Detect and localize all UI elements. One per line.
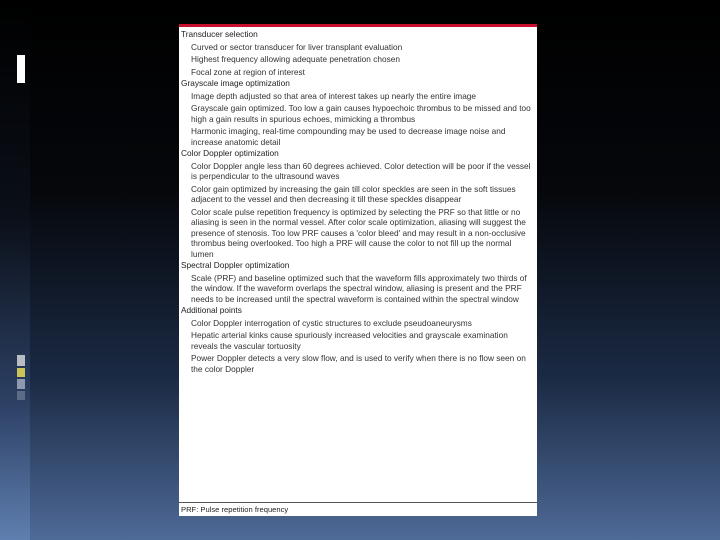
list-item: Highest frequency allowing adequate penetration chosen — [191, 54, 400, 64]
section-heading: Color Doppler optimization — [181, 148, 279, 158]
list-item: Grayscale gain optimized. Too low a gain causes hypoechoic thrombus to be missed and too high a gain results in spurious echoes, mimicking a thrombus — [191, 103, 531, 124]
list-item: Harmonic imaging, real-time compounding may be used to decrease image noise and increase anatomic detail — [191, 126, 506, 147]
left-decorative-strip — [0, 0, 30, 540]
deco-block — [17, 55, 25, 83]
deco-block — [17, 355, 25, 366]
list-item: Scale (PRF) and baseline optimized such that the waveform fills approximately two thirds of the window. If the waveform overlaps the spectral window, aliasing is present and the PRF needs to be increased until the spectral waveform is contained within the spectral window — [191, 272, 527, 304]
section-heading: Grayscale image optimization — [181, 78, 290, 88]
footnote: PRF: Pulse repetition frequency — [179, 502, 537, 516]
list-item: Curved or sector transducer for liver transplant evaluation — [191, 41, 403, 52]
deco-block — [17, 379, 25, 389]
list-item: Image depth adjusted so that area of interest takes up nearly the entire image — [191, 90, 477, 101]
list-item: Power Doppler detects a very slow flow, and is used to verify when there is no flow seen on the color Doppler — [191, 353, 526, 374]
list-item: Color Doppler interrogation of cystic structures to exclude pseudoaneurysms — [191, 317, 472, 328]
list-item: Hepatic arterial kinks cause spuriously increased velocities and grayscale examination reveals the vascular tortuosity — [191, 330, 508, 351]
document-body — [181, 29, 535, 374]
section-heading: Additional points — [181, 305, 242, 315]
list-item: Color Doppler angle less than 60 degrees achieved. Color detection will be poor if the vessel is perpendicular to the ultrasound waves — [191, 160, 531, 181]
list-item: Focal zone at region of interest — [191, 66, 305, 77]
section-heading: Spectral Doppler optimization — [181, 260, 290, 270]
deco-block — [17, 391, 25, 400]
section-heading: Transducer selection — [181, 29, 258, 39]
deco-block — [17, 368, 25, 377]
document-table — [179, 24, 537, 516]
list-item: Color gain optimized by increasing the gain till color speckles are seen in the soft tissues adjacent to the vessel and then decreasing it till these speckles disappear — [191, 183, 516, 204]
list-item: Color scale pulse repetition frequency is optimized by selecting the PRF so that little or no aliasing is seen in the normal vessel. After color scale optimization, aliasing will suggest the presence of stenosis. Too low PRF causes a 'color bleed' and may result in a non-occlusive thrombus being overlooked. Too high a PRF will cause the color to not fill up the normal lumen — [191, 206, 526, 259]
top-rule — [179, 24, 537, 27]
